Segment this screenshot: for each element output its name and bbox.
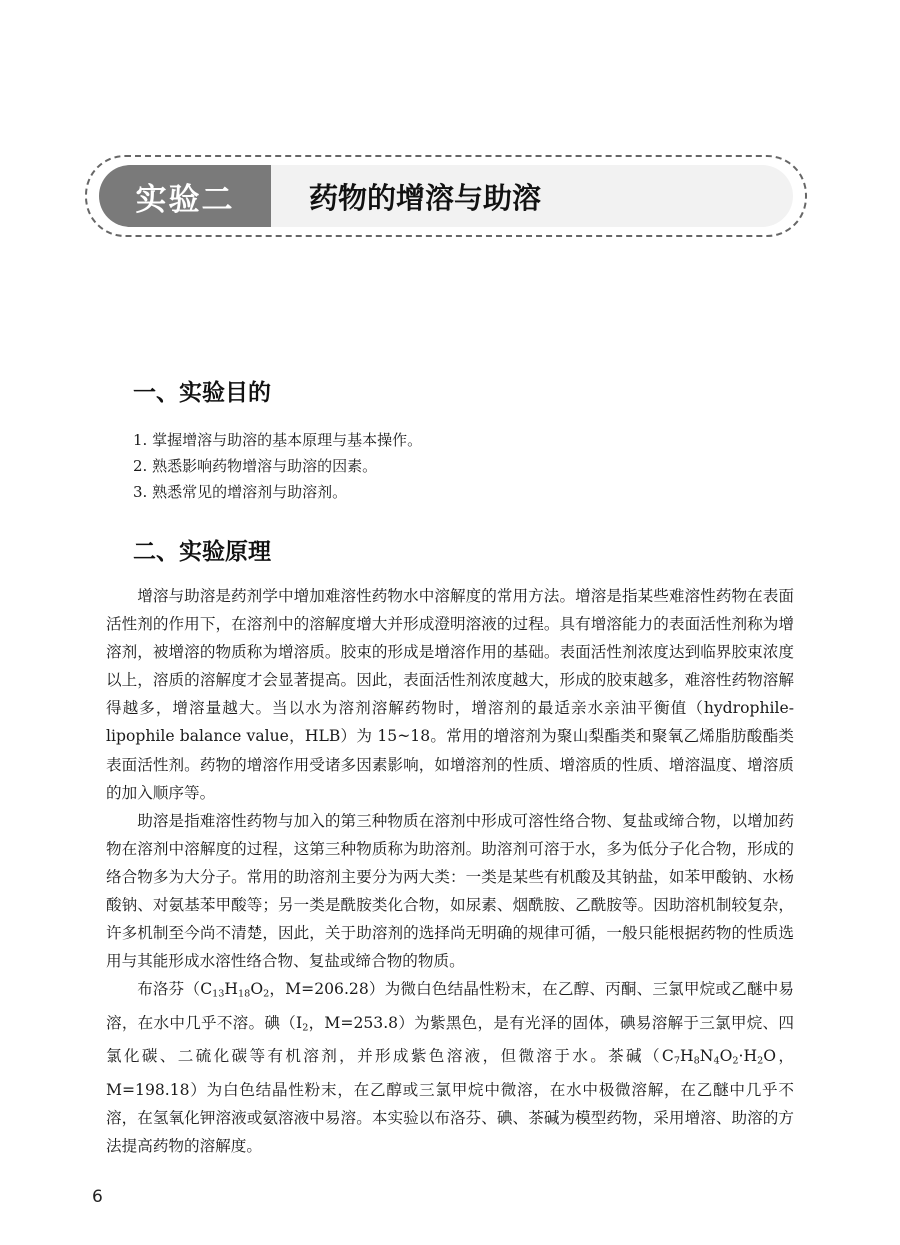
chapter-banner — [85, 155, 807, 237]
chapter-title: 药物的增溶与助溶 — [309, 180, 542, 215]
section1-heading: 一、实验目的 — [133, 380, 271, 406]
section2-heading: 二、实验原理 — [133, 539, 271, 565]
objective-list — [133, 427, 422, 505]
paragraph-model-drugs: 布洛芬（$C_{13}H_{18}O_2$，M=206.28）为微白色结晶性粉末，在乙醇、丙酮、三氯甲烷或乙醚中易溶，在水中几乎不溶。碘（$I_2$，M=253.8）为紫黑色，是有光泽的固体，碘易溶解于三氯甲烷、四氯化碳、二硫化碳等有机溶剂，并形成紫色溶液，但微溶于水。茶碱（$C_7H_8N_4O_2\cdot H_2O$，M=198.18）为白色结晶性粉末，在乙醇或三氯甲烷中微溶，在水中极微溶解，在乙醚中几乎不溶，在氢氧化钾溶液或氨溶液中易溶。本实验以布洛芬、碘、茶碱为模型药物，采用增溶、助溶的方法提高药物的溶解度。 — [106, 980, 794, 1155]
paragraph-solubilization: 增溶与助溶是药剂学中增加难溶性药物水中溶解度的常用方法。增溶是指某些难溶性药物在表面活性剂的作用下，在溶剂中的溶解度增大并形成澄明溶液的过程。具有增溶能力的表面活性剂称为增溶剂，被增溶的物质称为增溶质。胶束的形成是增溶作用的基础。表面活性剂浓度达到临界胶束浓度以上，溶质的溶解度才会显著提高。因此，表面活性剂浓度越大，形成的胶束越多，难溶性药物溶解得越多，增溶量越大。当以水为溶剂溶解药物时，增溶剂的最适亲水亲油平衡值（hydrophile-lipophile balance value，HLB）为 15~18。常用的增溶剂为聚山梨酯类和聚氧乙烯脂肪酸酯类表面活性剂。药物的增溶作用受诸多因素影响，如增溶剂的性质、增溶质的性质、增溶温度、增溶质的加入顺序等。 — [106, 587, 794, 802]
objective-item: 1. 掌握增溶与助溶的基本原理与基本操作。 — [133, 431, 423, 449]
paragraph-hydrotropy: 助溶是指难溶性药物与加入的第三种物质在溶剂中形成可溶性络合物、复盐或缔合物，以增加药物在溶剂中溶解度的过程，这第三种物质称为助溶剂。助溶剂可溶于水，多为低分子化合物，形成的络合物多为大分子。常用的助溶剂主要分为两大类：一类是某些有机酸及其钠盐，如苯甲酸钠、水杨酸钠、对氨基苯甲酸等；另一类是酰胺类化合物，如尿素、烟酰胺、乙酰胺等。因助溶机制较复杂，许多机制至今尚不清楚，因此，关于助溶剂的选择尚无明确的规律可循，一般只能根据药物的性质选用与其能形成水溶性络合物、复盐或缔合物的物质。 — [106, 811, 794, 971]
objective-item: 2. 熟悉影响药物增溶与助溶的因素。 — [133, 457, 378, 475]
chapter-banner-inner — [99, 165, 793, 227]
principle-body — [106, 582, 794, 1160]
objective-item: 3. 熟悉常见的增溶剂与助溶剂。 — [133, 483, 348, 501]
chapter-number: 实验二 — [99, 165, 271, 227]
page-number: 6 — [92, 1187, 103, 1207]
